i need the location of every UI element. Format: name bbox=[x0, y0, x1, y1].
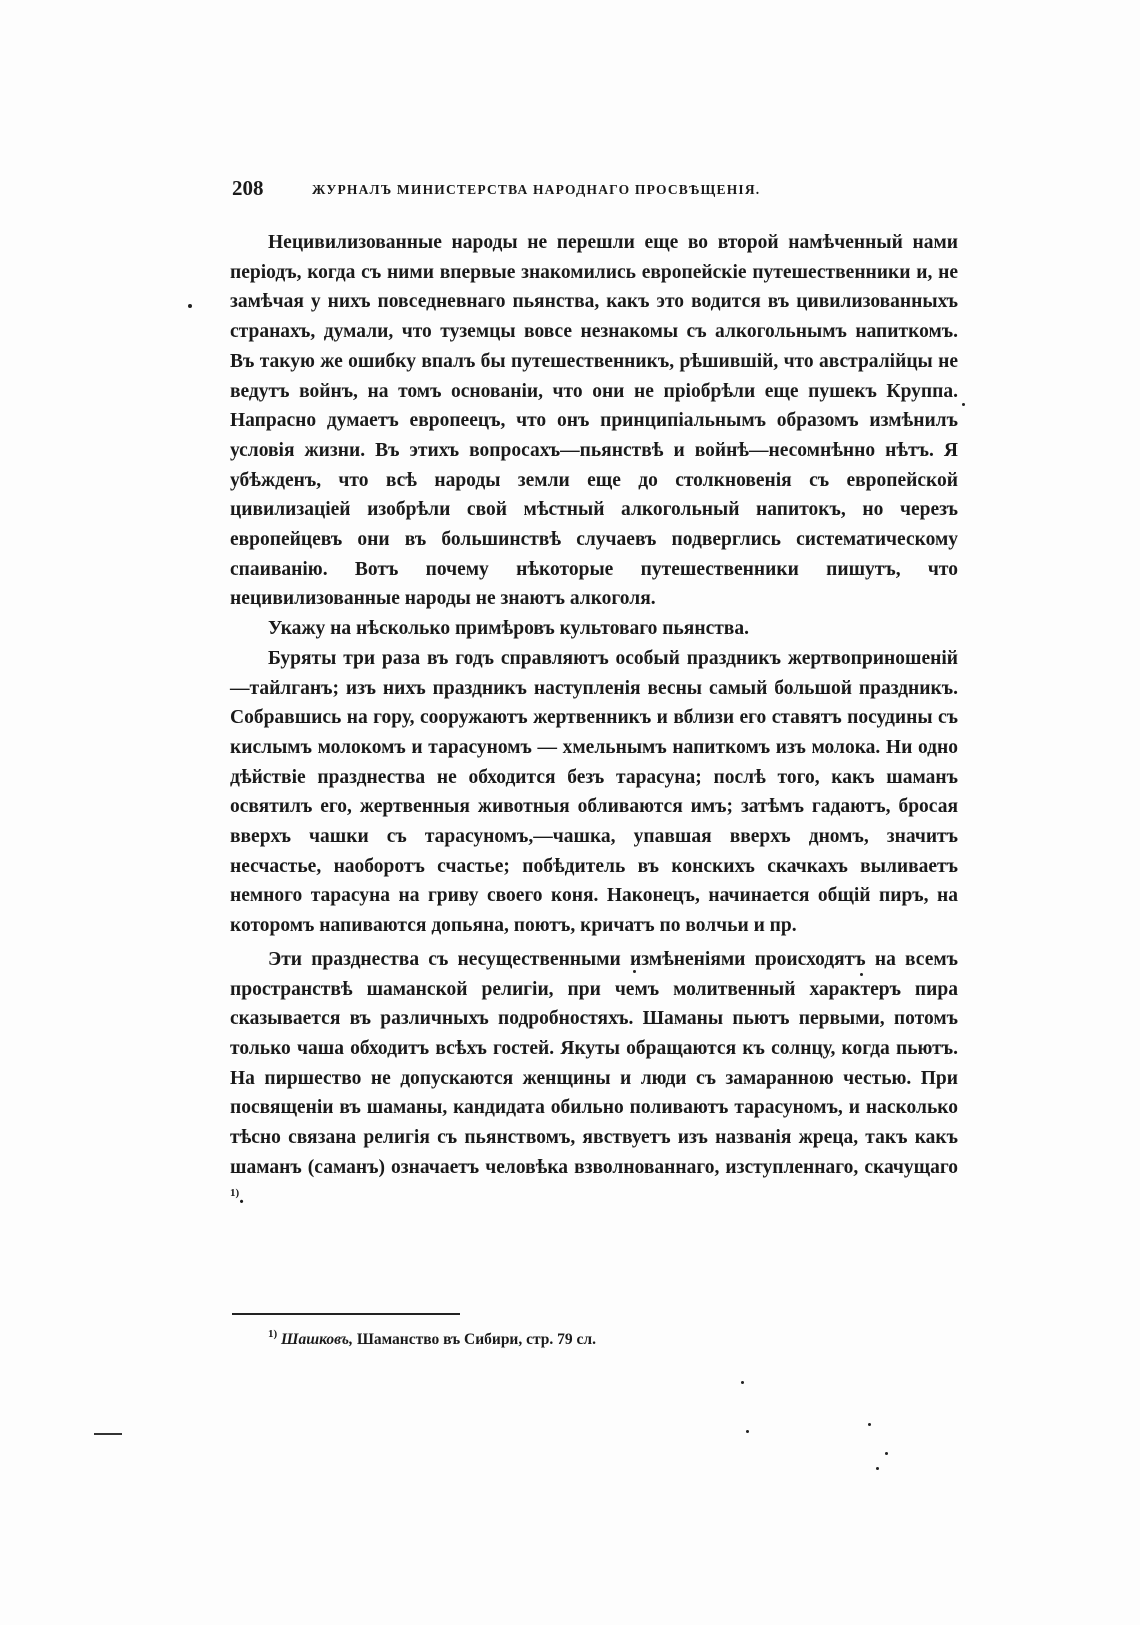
scan-mark bbox=[94, 1433, 122, 1435]
footnote-marker: 1) bbox=[268, 1328, 278, 1340]
scan-speck bbox=[741, 1381, 744, 1384]
page-number: 208 bbox=[232, 176, 264, 200]
body-text bbox=[230, 228, 958, 1212]
running-title: ЖУРНАЛЪ МИНИСТЕРСТВА НАРОДНАГО ПРОСВѢЩЕНІЯ. bbox=[312, 182, 761, 197]
scan-speck bbox=[746, 1430, 749, 1433]
scan-speck bbox=[885, 1452, 888, 1455]
paragraph-3: Буряты три раза въ годъ справляютъ особый праздникъ жертвоприношеній—тайлганъ; изъ нихъ праздникъ наступленія весны самый большой праздникъ. Собравшись на гору, сооружаютъ жертвенникъ и вблизи его ставятъ посудины съ кислымъ молокомъ и тарасуномъ — хмельнымъ напиткомъ изъ молока. Ни одно дѣйствіе празднества не обходится безъ тарасуна; послѣ того, какъ шаманъ освятилъ его, жертвенныя животныя обливаются имъ; затѣмъ гадаютъ, бросая вверхъ чашки съ тарасуномъ,—чашка, упавшая вверхъ дномъ, значитъ несчастье, наоборотъ счастье; побѣдитель въ конскихъ скачкахъ выливаетъ немного тарасуна на гриву своего коня. Наконецъ, начинается общій пиръ, на которомъ напиваются допьяна, поютъ, кричатъ по волчьи и пр. bbox=[230, 647, 958, 937]
scan-speck bbox=[876, 1467, 879, 1470]
paragraph-1: Нецивилизованные народы не перешли еще во второй намѣченный нами періодъ, когда съ ними впервые знакомились европейскіе путешественники и, не замѣчая у нихъ повседневнаго пьянства, какъ это водится въ цивилизованныхъ странахъ, думали, что туземцы вовсе незнакомы съ алкогольнымъ напиткомъ. Въ такую же ошибку впалъ бы путешественникъ, рѣшившій, что австралійцы не ведутъ войнъ, на томъ основаніи, что они не пріобрѣли еще пушекъ Круппа. Напрасно думаетъ европеецъ, что онъ принципіальнымъ образомъ измѣнилъ условія жизни. Въ этихъ вопросахъ—пьянствѣ и войнѣ—несомнѣнно нѣтъ. Я убѣжденъ, что всѣ народы земли еще до столкновенія съ европейской цивилизаціей изобрѣли свой мѣстный алкогольный напитокъ, но черезъ европейцевъ они въ большинствѣ случаевъ подверглись систематическому спаиванію. Вотъ почему нѣкоторые путешественники пишутъ, что нецивилизованные народы не знаютъ алкоголя. bbox=[230, 232, 958, 610]
scan-speck bbox=[188, 304, 192, 308]
paragraph-2: Укажу на нѣсколько примѣровъ культоваго пьянства. bbox=[268, 618, 749, 640]
paragraph-4-end: . bbox=[239, 1186, 245, 1208]
footnote-reference: 1) bbox=[230, 1186, 240, 1199]
footnote-author: Шашковъ, bbox=[281, 1331, 353, 1348]
scan-speck bbox=[962, 403, 965, 406]
scan-speck bbox=[868, 1423, 871, 1426]
paragraph-4-text: Эти празднества съ несущественными измѣненіями происходятъ на всемъ пространствѣ шаманской религіи, при чемъ молитвенный характеръ пира сказывается въ различныхъ подробностяхъ. Шаманы пьютъ первыми, потомъ только чаша обходитъ всѣхъ гостей. Якуты обращаются къ солнцу, когда пьютъ. На пиршество не допускаются женщины и люди съ замаранною честью. При посвященіи въ шаманы, кандидата обильно поливаютъ тарасуномъ, и насколько тѣсно связана религія съ пьянствомъ, явствуетъ изъ названія жреца, такъ какъ шаманъ (саманъ) означаетъ человѣка взволнованнаго, изступленнаго, скачущаго bbox=[230, 948, 958, 1178]
page-header bbox=[232, 176, 952, 206]
paragraph-4 bbox=[230, 945, 958, 1212]
footnote-divider bbox=[232, 1313, 460, 1315]
footnote bbox=[268, 1328, 596, 1349]
scan-speck bbox=[860, 973, 863, 976]
footnote-text: Шаманство въ Сибири, стр. 79 сл. bbox=[356, 1331, 596, 1348]
scan-speck bbox=[633, 970, 636, 973]
